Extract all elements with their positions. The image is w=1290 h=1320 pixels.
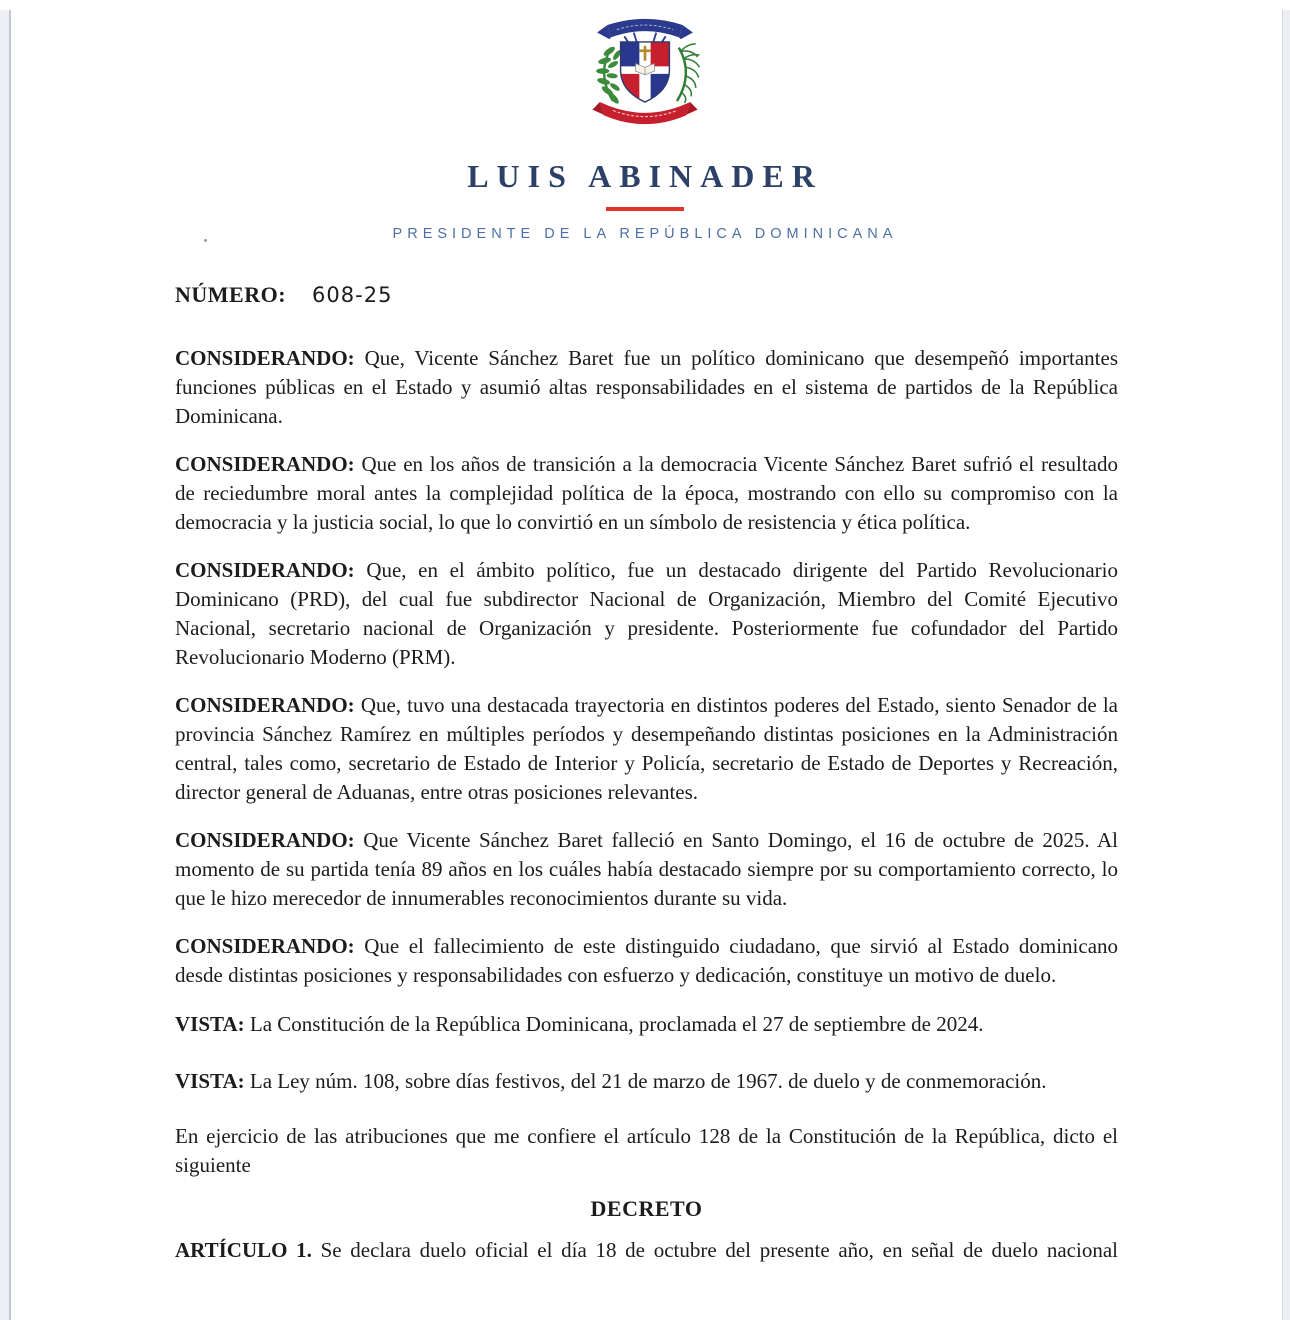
clipped-article-line [175, 1236, 1118, 1265]
paragraph-considerando-6 [175, 932, 1118, 990]
paragraph-considerando-5 [175, 826, 1118, 913]
paragraph-considerando-1 [175, 344, 1118, 431]
paragraph-considerando-2 [175, 450, 1118, 537]
decree-number-label: NÚMERO: [175, 281, 287, 307]
paragraph-text: La Constitución de la República Dominicana, proclamada el 27 de septiembre de 2024. [249, 1011, 984, 1036]
paragraph-text: Se declara duelo oficial el día 18 de octubre del presente año, en señal de duelo nacional [320, 1237, 1118, 1262]
paragraph-lead: CONSIDERANDO: [175, 692, 355, 717]
paragraph-considerando-3 [175, 556, 1118, 672]
decree-body [175, 282, 1118, 1265]
paragraph-text: Que en los años de transición a la democracia Vicente Sánchez Baret sufrió el resultado de reciedumbre moral antes la complejidad política de la época, mostrando con ello su compromiso con la democracia y la justicia social, lo que lo convirtió en un símbolo de resistencia y ética política. [175, 451, 1118, 534]
paragraph-lead: VISTA: [175, 1011, 245, 1036]
paragraph-lead: ARTÍCULO 1. [175, 1237, 312, 1262]
paragraph-en-ejercicio [175, 1122, 1118, 1180]
dominican-republic-coat-of-arms-icon [0, 10, 1290, 134]
paragraph-text: En ejercicio de las atribuciones que me confiere el artículo 128 de la Constitución de la República, dicto el siguiente [175, 1123, 1118, 1177]
scan-edge-left [0, 10, 11, 1320]
paragraph-text: La Ley núm. 108, sobre días festivos, del 21 de marzo de 1967. de duelo y de conmemoración. [249, 1068, 1047, 1093]
paragraph-vista-1 [175, 1010, 1118, 1039]
paragraph-lead: CONSIDERANDO: [175, 933, 355, 958]
paragraph-lead: CONSIDERANDO: [175, 557, 355, 582]
scan-edge-right [1282, 10, 1290, 1320]
scan-artifact-dot [204, 239, 207, 242]
paragraph-vista-2 [175, 1067, 1118, 1096]
paragraph-considerando-4 [175, 691, 1118, 807]
paragraph-text: Que, Vicente Sánchez Baret fue un político dominicano que desempeñó importantes funciones públicas en el Estado y asumió altas responsabilidades en el sistema de partidos de la República Dominicana. [175, 345, 1118, 428]
decree-number-row [175, 282, 1118, 308]
paragraph-lead: VISTA: [175, 1068, 245, 1093]
decree-number-value: 608-25 [312, 282, 393, 307]
paragraph-text: Que, en el ámbito político, fue un destacado dirigente del Partido Revolucionario Dominicano (PRD), del cual fue subdirector Nacional de Organización, Miembro del Comité Ejecutivo Nacional, secretario nacional de Organización y presidente. Posteriormente fue cofundador del Partido Revolucionario Moderno (PRM). [175, 557, 1119, 669]
paragraph-text: Que el fallecimiento de este distinguido ciudadano, que sirvió al Estado dominicano desde distintas posiciones y responsabilidades con esfuerzo y dedicación, constituye un motivo de duelo. [175, 933, 1119, 987]
paragraph-text: Que, tuvo una destacada trayectoria en distintos poderes del Estado, siento Senador de la provincia Sánchez Ramírez en múltiples períodos y desempeñando distintas posiciones en la Administración central, tales como, secretario de Estado de Interior y Policía, secretario de Estado de Deportes y Recreación, director general de Aduanas, entre otras posiciones relevantes. [175, 692, 1118, 804]
president-title: PRESIDENTE DE LA REPÚBLICA DOMINICANA [392, 225, 898, 242]
paragraph-text: Que Vicente Sánchez Baret falleció en Santo Domingo, el 16 de octubre de 2025. Al momento de su partida tenía 89 años en los cuáles había destacado siempre por su comportamiento correcto, lo que le hizo merecedor de innumerables reconocimientos durante su vida. [175, 827, 1118, 910]
decree-heading: DECRETO [590, 1195, 703, 1221]
red-divider [606, 207, 684, 211]
paragraph-lead: CONSIDERANDO: [175, 827, 355, 852]
decree-document-page [0, 10, 1290, 1320]
document-header [0, 10, 1290, 242]
paragraph-lead: CONSIDERANDO: [175, 345, 355, 370]
paragraph-lead: CONSIDERANDO: [175, 451, 355, 476]
president-name: LUIS ABINADER [467, 158, 823, 194]
